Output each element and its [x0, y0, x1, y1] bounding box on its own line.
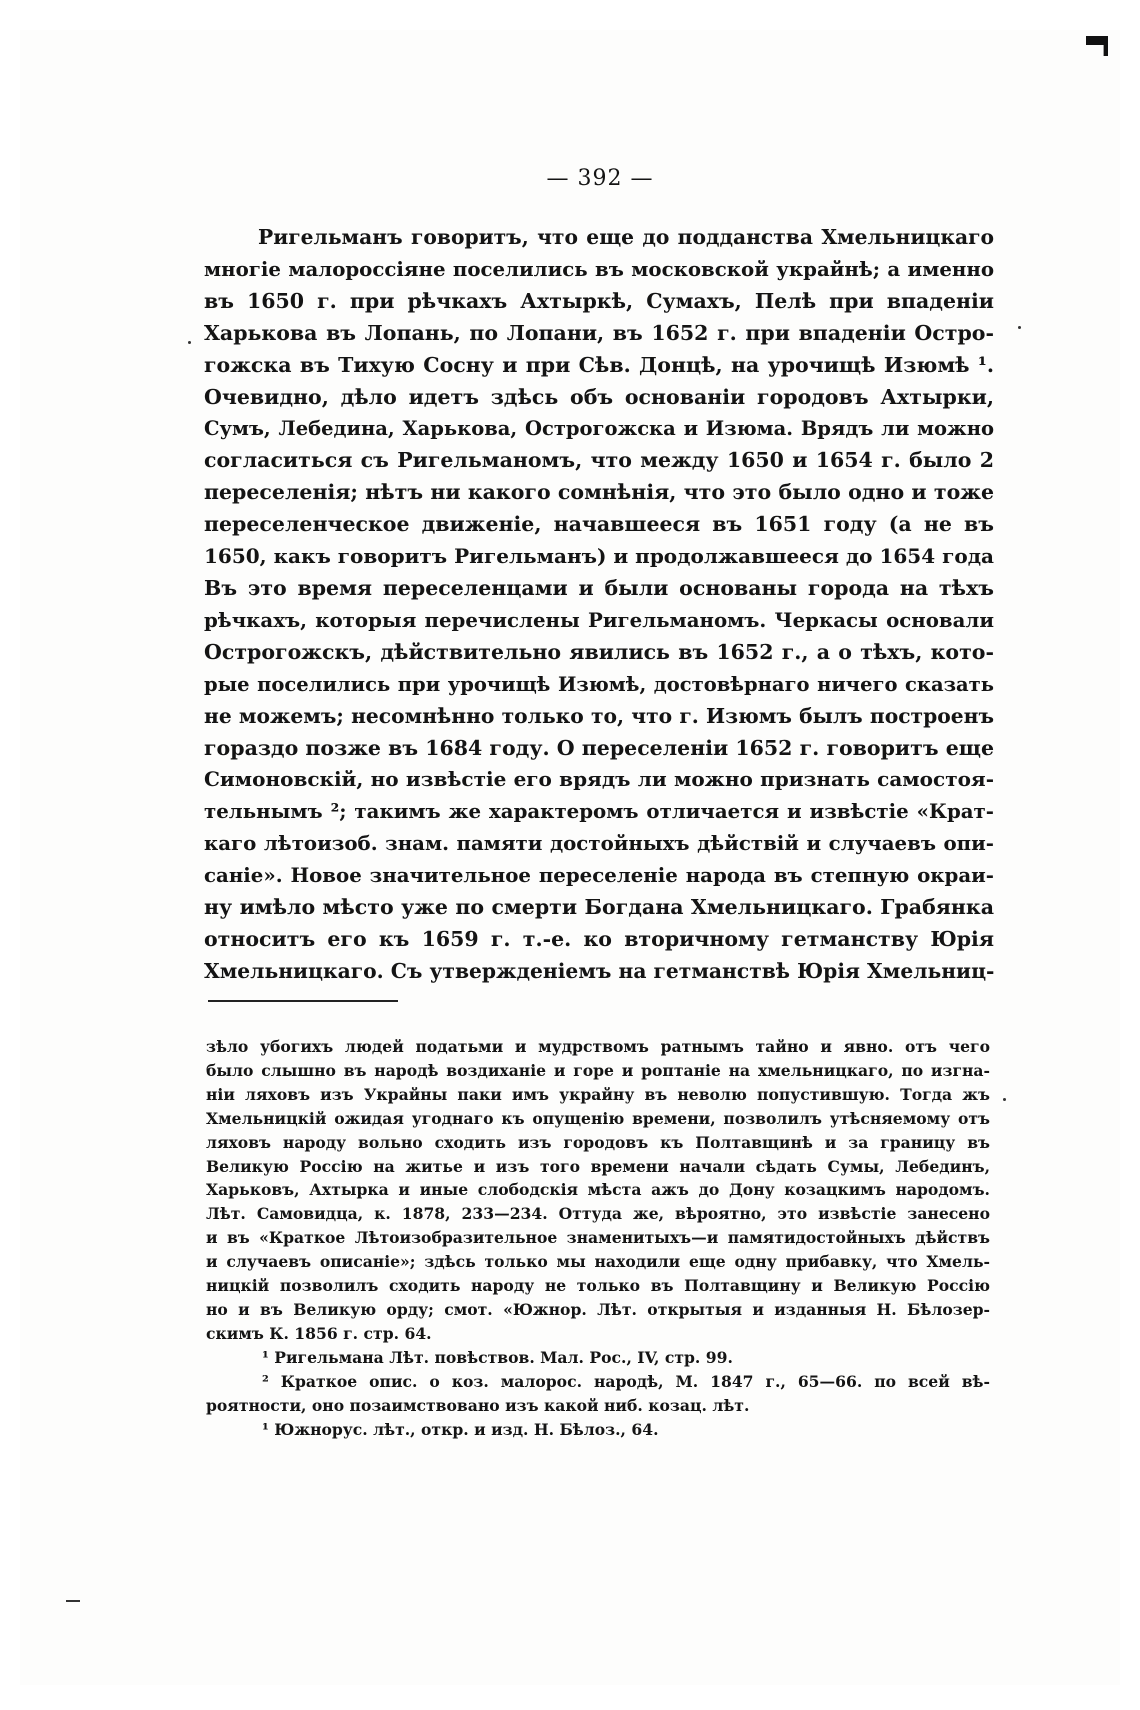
- text-line: Симоновскій, но извѣстіе его врядъ ли можно признать самостоя-: [204, 767, 994, 792]
- text-line: тельнымъ ²; такимъ же характеромъ отличается и извѣстіе «Крат-: [204, 799, 994, 824]
- text-line: саніе». Новое значительное переселеніе народа въ степную окраи-: [204, 863, 994, 888]
- footnote-separator: [208, 1000, 398, 1002]
- text-line: Въ это время переселенцами и были основаны города на тѣхъ: [204, 575, 994, 600]
- page-number: — 392 —: [546, 166, 654, 191]
- footnote-line: ницкій позволилъ сходить народу не только въ Полтавщину и Великую Россію: [206, 1276, 990, 1296]
- scan-speck: [66, 1600, 80, 1602]
- note-3: ¹ Южнорус. лѣт., откр. и изд. Н. Бѣлоз., 64.: [262, 1419, 659, 1439]
- text-line: рые поселились при урочищѣ Изюмѣ, достовѣрнаго ничего сказать: [204, 672, 994, 696]
- footnote-line: Харьковъ, Ахтырка и иные слободскія мѣста ажъ до Дону козацкимъ народомъ.: [206, 1180, 990, 1200]
- footnote-line: ніи ляховъ изъ Украйны паки имъ украйну въ неволю попустившую. Тогда жъ: [206, 1084, 990, 1104]
- note-2: ² Краткое опис. о коз. малорос. народѣ, М. 1847 г., 65—66. по всей вѣ-: [262, 1371, 990, 1391]
- text-line: относитъ его къ 1659 г. т.-е. ко вторичному гетманству Юрія: [204, 926, 994, 951]
- text-line: переселенческое движеніе, начавшееся въ 1651 году (а не въ: [204, 512, 994, 537]
- text-line: Очевидно, дѣло идетъ здѣсь объ основаніи городовъ Ахтырки,: [204, 384, 994, 409]
- footnote-line: и случаевъ описаніе»; здѣсь только мы находили еще одну прибавку, что Хмель-: [206, 1252, 990, 1272]
- text-line: Ригельманъ говоритъ, что еще до подданства Хмельницкаго: [258, 225, 994, 249]
- footnote-line: скимъ К. 1856 г. стр. 64.: [206, 1323, 432, 1343]
- text-line: Сумъ, Лебедина, Харькова, Острогожска и Изюма. Врядъ ли можно: [204, 417, 994, 441]
- footnote-line: было слышно въ народѣ воздиханіе и горе и роптаніе на хмельницкаго, по изгна-: [206, 1060, 990, 1080]
- footnotes: [206, 1035, 990, 1441]
- scan-speck: [1018, 326, 1021, 329]
- text-line: въ 1650 г. при рѣчкахъ Ахтыркѣ, Сумахъ, Пелѣ при впаденіи: [204, 288, 994, 313]
- footnote-line: Лѣт. Самовидца, к. 1878, 233—234. Оттуда же, вѣроятно, это извѣстіе занесено: [206, 1204, 990, 1224]
- footnote-line: но и въ Великую орду; смот. «Южнор. Лѣт. открытыя и изданныя Н. Бѣлозер-: [206, 1299, 990, 1319]
- footnote-line: ляховъ народу вольно сходить изъ городовъ къ Полтавщинѣ и за границу въ: [206, 1132, 990, 1152]
- main-text: [204, 222, 994, 988]
- text-line: гожска въ Тихую Сосну и при Сѣв. Донцѣ, на урочищѣ Изюмѣ ¹.: [204, 352, 994, 377]
- text-line: многіе малороссіяне поселились въ московской украйнѣ; а именно: [204, 256, 994, 281]
- text-line: гораздо позже въ 1684 году. О переселеніи 1652 г. говоритъ еще: [204, 735, 994, 760]
- text-line: не можемъ; несомнѣнно только то, что г. Изюмъ былъ построенъ: [204, 703, 994, 728]
- scan-speck: [1003, 1098, 1006, 1101]
- text-line: 1650, какъ говоритъ Ригельманъ) и продолжавшееся до 1654 года: [204, 544, 994, 569]
- note-2-continuation: роятности, оно позаимствовано изъ какой ниб. козац. лѣт.: [206, 1395, 750, 1415]
- text-line: согласиться съ Ригельманомъ, что между 1650 и 1654 г. было 2: [204, 448, 994, 473]
- footnote-line: Великую Россію на житье и изъ того времени начали сѣдать Сумы, Лебединъ,: [206, 1156, 990, 1176]
- text-line: ну имѣло мѣсто уже по смерти Богдана Хмельницкаго. Грабянка: [204, 895, 994, 920]
- text-line: Острогожскъ, дѣйствительно явились въ 1652 г., а о тѣхъ, кото-: [204, 639, 994, 664]
- text-line: каго лѣтоизоб. знам. памяти достойныхъ дѣйствій и случаевъ опи-: [204, 831, 994, 856]
- scan-speck: [188, 341, 191, 344]
- footnote-line: Хмельницкій ожидая угоднаго къ опущенію времени, позволилъ утѣсняемому отъ: [206, 1108, 990, 1128]
- text-line: рѣчкахъ, которыя перечислены Ригельманомъ. Черкасы основали: [204, 607, 994, 632]
- text-line: Харькова въ Лопань, по Лопани, въ 1652 г. при впаденіи Остро-: [204, 320, 994, 345]
- text-line: Хмельницкаго. Съ утвержденіемъ на гетманствѣ Юрія Хмельниц-: [204, 958, 995, 983]
- text-line: переселенія; нѣтъ ни какого сомнѣнія, что это было одно и тоже: [204, 480, 994, 505]
- footnote-line: и въ «Краткое Лѣтоизобразительное знаменитыхъ—и памятидостойныхъ дѣйствъ: [206, 1228, 990, 1248]
- note-1: ¹ Ригельмана Лѣт. повѣствов. Мал. Рос., IV, стр. 99.: [262, 1347, 733, 1367]
- footnote-line: зѣло убогихъ людей податьми и мудрствомъ ратнымъ тайно и явно. отъ чего: [206, 1037, 990, 1056]
